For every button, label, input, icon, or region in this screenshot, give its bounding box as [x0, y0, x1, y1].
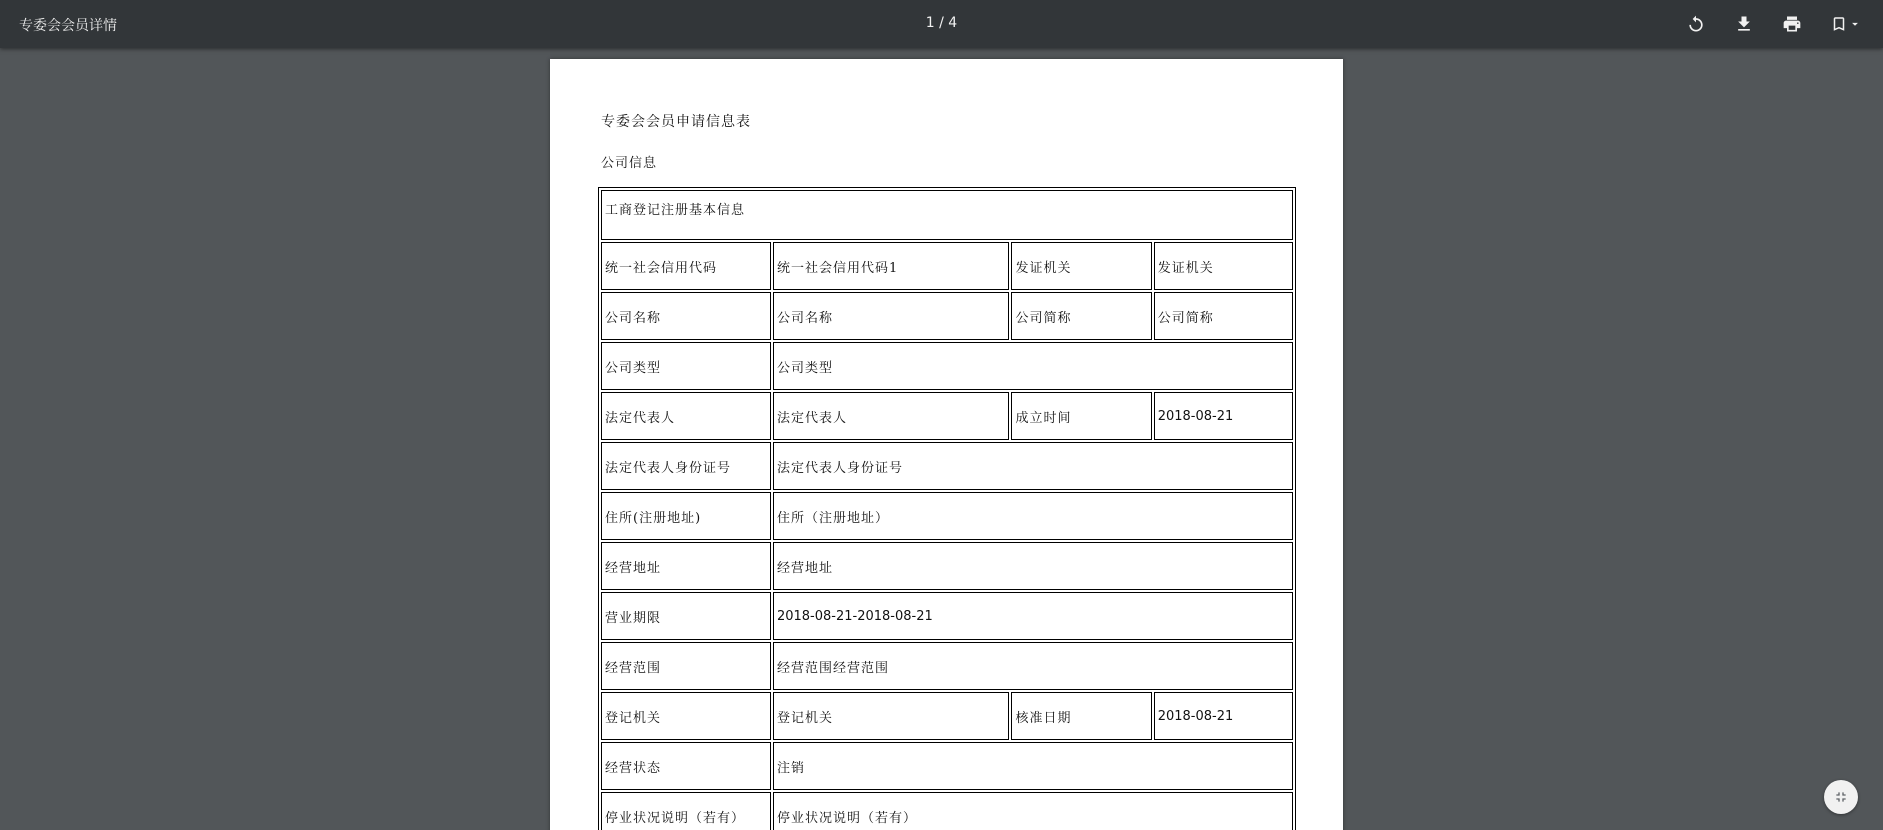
section-heading: 公司信息: [601, 156, 658, 171]
table-row: [601, 342, 1293, 390]
table-row: [601, 242, 1293, 290]
value-cell: 2018-08-21: [1154, 392, 1293, 440]
page-indicator[interactable]: 1 / 4: [925, 15, 958, 31]
table-row: [601, 592, 1293, 640]
document-heading: 专委会会员申请信息表: [601, 114, 751, 130]
pdf-viewer[interactable]: [0, 48, 1883, 830]
page-counter-container: [0, 15, 1883, 31]
rotate-icon: [1686, 14, 1706, 34]
label-cell: 公司简称: [1011, 292, 1151, 340]
registration-info-table: [598, 187, 1296, 830]
print-icon: [1782, 14, 1802, 34]
table-row: [601, 642, 1293, 690]
download-button[interactable]: [1730, 10, 1758, 38]
label-cell: 发证机关: [1011, 242, 1151, 290]
value-cell: 住所（注册地址）: [773, 492, 1293, 540]
table-header-cell: 工商登记注册基本信息: [601, 190, 1293, 240]
pdf-toolbar: [0, 0, 1883, 48]
value-cell: 注销: [773, 742, 1293, 790]
value-cell: 经营地址: [773, 542, 1293, 590]
table-row: [601, 392, 1293, 440]
label-cell: 经营范围: [601, 642, 771, 690]
label-cell: 成立时间: [1011, 392, 1151, 440]
table-row: [601, 442, 1293, 490]
value-cell: 公司简称: [1154, 292, 1293, 340]
document-title: 专委会会员详情: [19, 18, 117, 34]
value-cell: 法定代表人身份证号: [773, 442, 1293, 490]
table-row: [601, 692, 1293, 740]
label-cell: 住所(注册地址): [601, 492, 771, 540]
value-cell: 统一社会信用代码1: [773, 242, 1010, 290]
fit-page-icon: [1833, 789, 1849, 805]
bookmark-menu-button[interactable]: [1826, 10, 1866, 38]
table-header-row: [601, 190, 1293, 240]
value-cell: 公司名称: [773, 292, 1010, 340]
label-cell: 经营地址: [601, 542, 771, 590]
value-cell: 法定代表人: [773, 392, 1010, 440]
bookmark-icon: [1830, 15, 1848, 33]
chevron-down-icon: [1848, 17, 1862, 31]
label-cell: 法定代表人: [601, 392, 771, 440]
label-cell: 登记机关: [601, 692, 771, 740]
table-row: [601, 542, 1293, 590]
value-cell: 公司类型: [773, 342, 1293, 390]
fit-page-button[interactable]: [1824, 780, 1858, 814]
value-cell: 发证机关: [1154, 242, 1293, 290]
label-cell: 统一社会信用代码: [601, 242, 771, 290]
label-cell: 核准日期: [1011, 692, 1151, 740]
pdf-page: [550, 59, 1343, 830]
label-cell: 法定代表人身份证号: [601, 442, 771, 490]
table-row: [601, 492, 1293, 540]
label-cell: 营业期限: [601, 592, 771, 640]
table-row: [601, 292, 1293, 340]
value-cell: 2018-08-21: [1154, 692, 1293, 740]
table-row: [601, 792, 1293, 830]
label-cell: 公司类型: [601, 342, 771, 390]
value-cell: 经营范围经营范围: [773, 642, 1293, 690]
label-cell: 停业状况说明（若有）: [601, 792, 771, 830]
value-cell: 登记机关: [773, 692, 1010, 740]
table-row: [601, 742, 1293, 790]
value-cell: 停业状况说明（若有）: [773, 792, 1293, 830]
label-cell: 公司名称: [601, 292, 771, 340]
value-cell: 2018-08-21-2018-08-21: [773, 592, 1293, 640]
download-icon: [1734, 14, 1754, 34]
rotate-button[interactable]: [1682, 10, 1710, 38]
print-button[interactable]: [1778, 10, 1806, 38]
label-cell: 经营状态: [601, 742, 771, 790]
